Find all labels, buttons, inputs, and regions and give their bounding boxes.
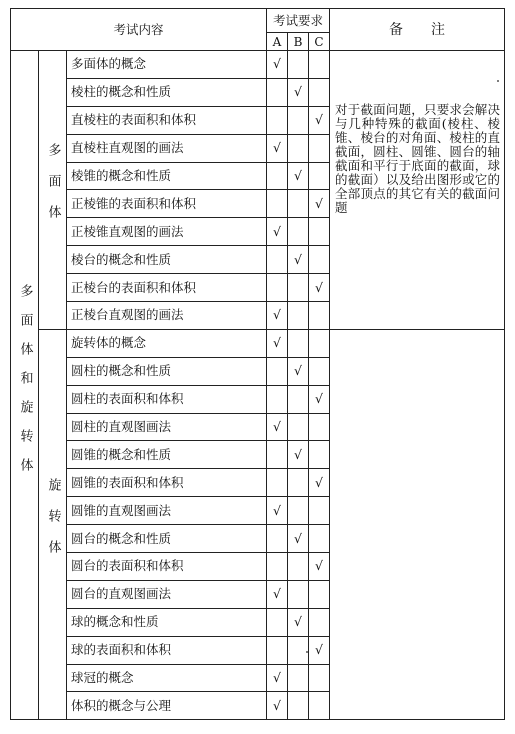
check-mark-icon: √ (315, 642, 323, 658)
check-cell-c (309, 553, 330, 581)
table-row (11, 51, 505, 79)
check-mark-icon: √ (273, 586, 281, 602)
check-mark-icon: √ (273, 670, 281, 686)
topic-cell: 正棱锥直观图的画法 (67, 218, 267, 246)
check-cell-b (288, 302, 309, 330)
topic-cell: 棱台的概念和性质 (67, 246, 267, 274)
check-mark-icon: √ (273, 56, 281, 72)
check-mark-icon: √ (273, 697, 281, 713)
topic-cell: 圆锥的直观图画法 (67, 497, 267, 525)
topic-cell: 直棱柱的表面积和体积 (67, 106, 267, 134)
check-mark-icon: √ (294, 168, 302, 183)
topic-cell: 球的概念和性质 (67, 608, 267, 636)
check-mark-icon: √ (294, 446, 302, 462)
check-cell-b (288, 134, 309, 162)
topic-cell: 直棱柱直观图的画法 (67, 134, 267, 162)
topic-cell: 旋转体的概念 (67, 329, 267, 357)
check-mark-icon: √ (294, 84, 302, 100)
topic-cell: 多面体的概念 (67, 51, 267, 79)
check-cell-b (288, 106, 309, 134)
check-cell-b (288, 51, 309, 79)
check-cell-a (267, 246, 288, 274)
check-cell-a (267, 664, 288, 692)
check-cell-c (309, 692, 330, 720)
check-cell-a (267, 274, 288, 302)
check-cell-b (288, 162, 309, 190)
check-cell-a (267, 162, 288, 190)
check-cell-a (267, 51, 288, 79)
check-cell-b (288, 246, 309, 274)
check-cell-c (309, 134, 330, 162)
check-cell-c (309, 413, 330, 441)
level-header-c: C (309, 33, 330, 51)
check-cell-b (288, 385, 309, 413)
check-cell-a (267, 218, 288, 246)
check-cell-b (288, 692, 309, 720)
topic-cell: 圆柱的概念和性质 (67, 357, 267, 385)
check-cell-a (267, 497, 288, 525)
table-row (11, 329, 505, 357)
check-cell-c (309, 329, 330, 357)
topic-cell: 正棱台的表面积和体积 (67, 274, 267, 302)
check-mark-icon: √ (315, 112, 323, 128)
check-cell-b (288, 608, 309, 636)
remarks-header: 备 注 (330, 9, 505, 51)
check-mark-icon: √ (273, 419, 281, 435)
check-mark-icon: √ (294, 530, 302, 546)
check-cell-b (288, 190, 309, 218)
level-header-b: B (288, 33, 309, 51)
check-mark-icon: √ (273, 307, 281, 323)
topic-cell: 棱锥的概念和性质 (67, 162, 267, 190)
check-cell-b (288, 525, 309, 553)
remark-cell (330, 51, 505, 330)
remark-text: 对于截面问题，只要求会解决与几种特殊的截面(棱柱、棱锥、棱台的对角面、棱柱的直截面，圆柱、圆锥、圆台的轴截面和平行于底面的截面，球的截面）以及给出图形或它的全部顶点的其它有关的截面问题 (335, 102, 501, 215)
topic-cell: 圆锥的表面积和体积 (67, 469, 267, 497)
check-mark-icon: √ (273, 502, 281, 518)
check-cell-c (309, 636, 330, 664)
check-mark-icon: √ (315, 391, 323, 407)
topic-cell: 圆台的概念和性质 (67, 525, 267, 553)
check-cell-a (267, 329, 288, 357)
check-cell-b (288, 553, 309, 581)
check-cell-c (309, 357, 330, 385)
check-cell-b (288, 497, 309, 525)
check-cell-a (267, 190, 288, 218)
check-cell-b (288, 218, 309, 246)
check-cell-c (309, 580, 330, 608)
check-mark-icon: √ (315, 195, 323, 211)
check-cell-a (267, 441, 288, 469)
scan-dot (497, 80, 499, 82)
check-cell-c (309, 385, 330, 413)
check-cell-c (309, 274, 330, 302)
topic-cell: 圆台的直观图画法 (67, 580, 267, 608)
group-label: 旋转体 (39, 329, 67, 719)
topic-cell: 圆柱的直观图画法 (67, 413, 267, 441)
check-cell-a (267, 553, 288, 581)
check-cell-c (309, 190, 330, 218)
check-cell-b (288, 357, 309, 385)
check-cell-b (288, 664, 309, 692)
check-mark-icon: √ (315, 474, 323, 490)
check-cell-a (267, 580, 288, 608)
requirements-table (10, 8, 505, 720)
check-cell-a (267, 302, 288, 330)
check-cell-b (288, 636, 309, 664)
check-cell-a (267, 357, 288, 385)
check-cell-c (309, 218, 330, 246)
check-cell-c (309, 608, 330, 636)
check-mark-icon: √ (294, 363, 302, 379)
scan-dot (306, 651, 308, 653)
topic-cell: 圆台的表面积和体积 (67, 553, 267, 581)
topic-cell: 球冠的概念 (67, 664, 267, 692)
topic-cell: 球的表面积和体积 (67, 636, 267, 664)
topic-cell: 圆柱的表面积和体积 (67, 385, 267, 413)
check-cell-b (288, 274, 309, 302)
content-header: 考试内容 (11, 9, 267, 51)
check-cell-c (309, 162, 330, 190)
check-mark-icon: √ (315, 558, 323, 574)
check-mark-icon: √ (294, 614, 302, 630)
remark-cell-empty (330, 329, 505, 719)
level-header-a: A (267, 33, 288, 51)
check-mark-icon: √ (273, 335, 281, 351)
topic-cell: 棱柱的概念和性质 (67, 78, 267, 106)
check-cell-c (309, 469, 330, 497)
check-cell-b (288, 441, 309, 469)
check-cell-c (309, 246, 330, 274)
check-cell-a (267, 134, 288, 162)
check-cell-a (267, 413, 288, 441)
check-mark-icon: √ (315, 279, 323, 295)
check-cell-a (267, 608, 288, 636)
check-cell-b (288, 413, 309, 441)
check-cell-b (288, 78, 309, 106)
check-cell-a (267, 385, 288, 413)
topic-cell: 圆锥的概念和性质 (67, 441, 267, 469)
check-mark-icon: √ (273, 223, 281, 239)
check-cell-a (267, 106, 288, 134)
check-mark-icon: √ (294, 251, 302, 267)
check-cell-b (288, 329, 309, 357)
check-cell-c (309, 51, 330, 79)
check-cell-a (267, 692, 288, 720)
check-cell-b (288, 469, 309, 497)
check-cell-c (309, 302, 330, 330)
check-cell-c (309, 525, 330, 553)
check-cell-c (309, 497, 330, 525)
check-cell-a (267, 469, 288, 497)
group-label: 多面体 (39, 51, 67, 330)
check-cell-a (267, 636, 288, 664)
topic-cell: 体积的概念与公理 (67, 692, 267, 720)
check-cell-b (288, 580, 309, 608)
check-cell-c (309, 78, 330, 106)
topic-cell: 正棱台直观图的画法 (67, 302, 267, 330)
check-cell-c (309, 664, 330, 692)
check-cell-c (309, 441, 330, 469)
check-mark-icon: √ (273, 140, 281, 156)
check-cell-a (267, 78, 288, 106)
category-label: 多面体和旋转体 (11, 51, 39, 720)
check-cell-a (267, 525, 288, 553)
check-cell-c (309, 106, 330, 134)
requirement-header: 考试要求 (267, 9, 330, 33)
topic-cell: 正棱锥的表面积和体积 (67, 190, 267, 218)
